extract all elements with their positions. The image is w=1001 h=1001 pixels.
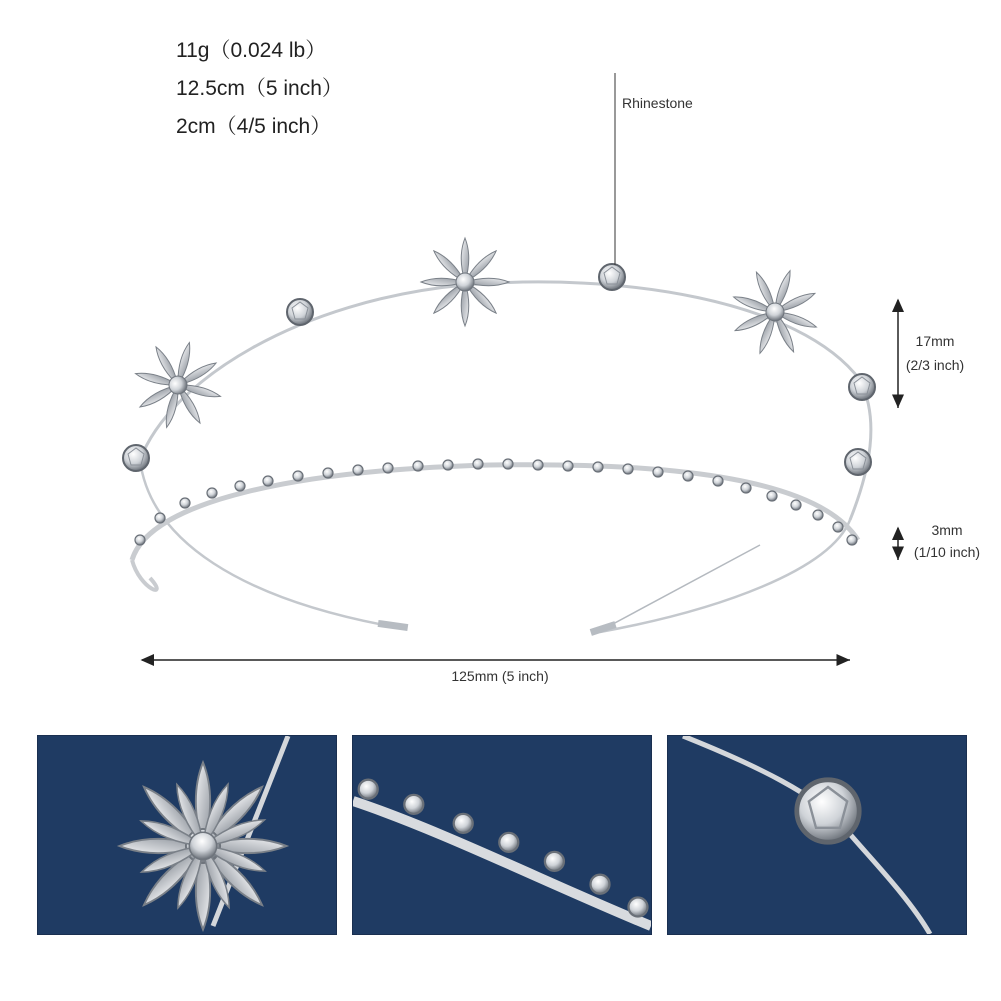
flower-left — [118, 325, 238, 445]
front-band — [132, 465, 858, 560]
rhinestone-2 — [599, 264, 625, 290]
spec-value: 2cm（4/5 inch） — [176, 115, 332, 138]
length-dimension-label: 125mm (5 inch) — [451, 668, 549, 684]
rhinestone-1 — [287, 299, 313, 325]
rhinestone-5 — [845, 449, 871, 475]
detail-photo-flower — [37, 735, 337, 935]
height-dimension-label — [900, 333, 970, 373]
rhinestone-3 — [849, 374, 875, 400]
spec-value: 11g（0.024 lb） — [176, 39, 327, 62]
rhinestone-4 — [123, 445, 149, 471]
width-dimension-label — [904, 522, 990, 560]
flower-center — [421, 238, 509, 326]
height-inch: (2/3 inch) — [905, 357, 965, 373]
width-mm: 3mm — [931, 522, 963, 538]
width-inch: (1/10 inch) — [913, 544, 981, 560]
rhinestone-row — [135, 459, 857, 545]
height-mm: 17mm — [915, 333, 955, 349]
detail-photo-rhinestone-band — [352, 735, 652, 935]
flower-right — [719, 256, 832, 369]
spec-value: 12.5cm（5 inch） — [176, 77, 343, 100]
rhinestone-label: Rhinestone — [622, 95, 693, 111]
detail-photo-rhinestone — [667, 735, 967, 935]
